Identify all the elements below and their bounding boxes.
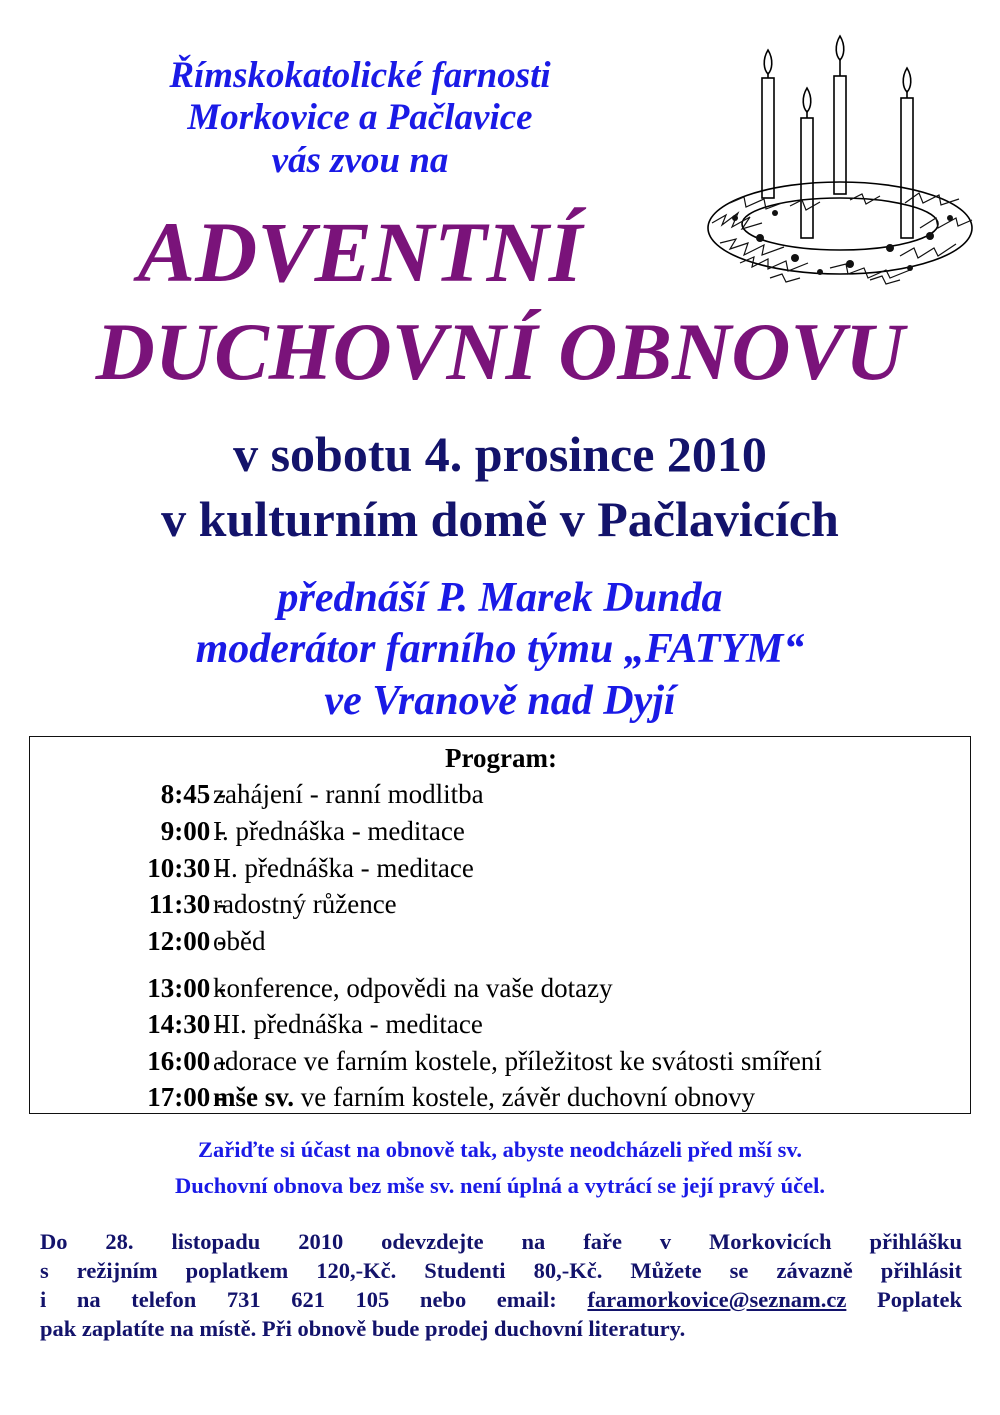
info-line-2: s režijním poplatkem 120,-Kč. Studenti 80,-Kč. Můžete se závazně přihlásit [40, 1258, 962, 1283]
event-place: v kulturním domě v Pačlavicích [161, 491, 839, 547]
program-row [30, 816, 972, 852]
speaker-line-3: ve Vranově nad Dyjí [324, 678, 676, 724]
program-text: radostný růžence [213, 889, 397, 919]
program-row [30, 889, 972, 925]
program-time: 12:00 - [147, 926, 226, 956]
info-line-4: pak zaplatíte na místě. Při obnově bude prodej duchovní literatury. [40, 1316, 686, 1341]
info-line-1: Do 28. listopadu 2010 odevzdejte na faře v Morkovicích přihlášku [40, 1229, 962, 1254]
program-row [30, 926, 972, 962]
program-row [30, 973, 972, 1009]
email-link[interactable]: faramorkovice@seznam.cz [587, 1287, 847, 1312]
program-row [30, 853, 972, 889]
mass-detail: ve farním kostele, závěr duchovní obnovy [294, 1082, 756, 1112]
intro-line-3: vás zvou na [271, 140, 449, 181]
program-time: 17:00 - [147, 1082, 226, 1112]
program-box [29, 736, 971, 1114]
program-heading: Program: [445, 743, 557, 773]
program-time: 8:45 - [160, 779, 226, 809]
program-time: 9:00 - [160, 816, 226, 846]
program-row [30, 1009, 972, 1045]
intro-line-1: Římskokatolické farnosti [169, 55, 551, 96]
speaker-line-1: přednáší P. Marek Dunda [277, 575, 723, 621]
registration-info [40, 1227, 962, 1343]
program-text: I. přednáška - meditace [213, 816, 465, 846]
advent-wreath-icon [700, 28, 990, 290]
program-time: 10:30 - [147, 853, 226, 883]
program-row [30, 1082, 972, 1118]
speaker-line-2: moderátor farního týmu „FATYM“ [195, 626, 805, 672]
program-row [30, 1046, 972, 1082]
program-time: 16:00 - [147, 1046, 226, 1076]
program-text: zahájení - ranní modlitba [213, 779, 484, 809]
program-text: oběd [213, 926, 266, 956]
title-line-1: ADVENTNÍ [137, 204, 583, 300]
program-time: 14:30 - [147, 1009, 226, 1039]
program-time: 13:00 - [147, 973, 226, 1003]
mass-label: mše sv. [213, 1082, 294, 1112]
program-text: adorace ve farním kostele, příležitost ke svátosti smíření [213, 1046, 822, 1076]
info-line-3-post: Poplatek [846, 1287, 962, 1312]
info-line-3-pre: i na telefon 731 621 105 nebo email: [40, 1287, 588, 1312]
program-text [213, 1082, 755, 1113]
notice-line-1: Zařiďte si účast na obnově tak, abyste neodcházeli před mší sv. [197, 1137, 803, 1162]
intro-line-2: Morkovice a Pačlavice [187, 97, 533, 138]
event-date: v sobotu 4. prosince 2010 [233, 426, 767, 482]
program-text: II. přednáška - meditace [213, 853, 474, 883]
title-line-2: DUCHOVNÍ OBNOVU [95, 306, 905, 397]
program-time: 11:30 - [148, 889, 226, 919]
info-line-3 [40, 1285, 962, 1314]
program-row [30, 779, 972, 815]
program-text: konference, odpovědi na vaše dotazy [213, 973, 613, 1003]
notice-line-2: Duchovní obnova bez mše sv. není úplná a vytrácí se její pravý účel. [174, 1173, 826, 1198]
program-text: III. přednáška - meditace [213, 1009, 483, 1039]
